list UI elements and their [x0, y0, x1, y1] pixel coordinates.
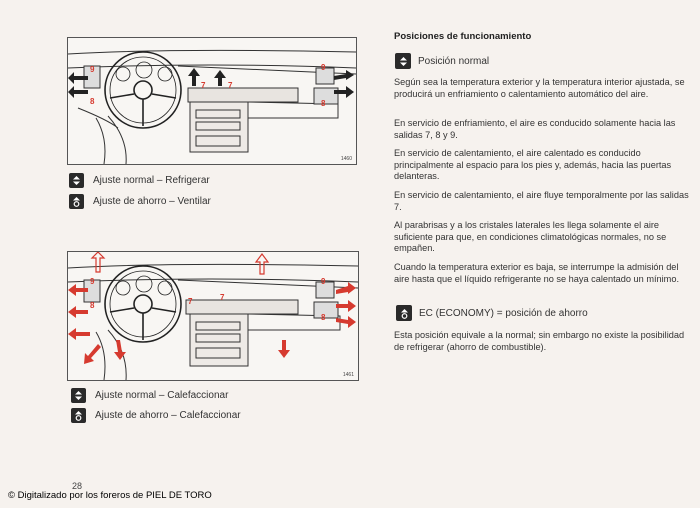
economy-mode-icon: [69, 194, 84, 209]
economy-paragraph: Esta posición equivale a la normal; sin embargo no existe la posibilidad de refrigerar (ahorro de combustible).: [394, 330, 685, 352]
outlet-label-7-b: 7: [220, 293, 225, 302]
outlet-label-8-right: 8: [321, 313, 326, 322]
outlet-label-7-b: 7: [228, 81, 233, 90]
dashboard-figure-heating: [67, 251, 359, 381]
legend-label: Ajuste normal – Refrigerar: [93, 175, 210, 186]
normal-mode-icon: [69, 173, 84, 188]
paragraph-6: Cuando la temperatura exterior es baja, se interrumpe la admisión del aire hasta que el líquido refrigerante no se haya calentado un mínimo.: [394, 262, 679, 284]
economy-mode-icon: [71, 408, 86, 423]
paragraph-5: Al parabrisas y a los cristales laterales les llega solamente el aire suficiente para que, en condiciones climatológicas normales, no se empañen.: [394, 220, 667, 254]
legend-label: Ajuste normal – Calefaccionar: [95, 390, 229, 401]
legend-item-normal-heating: [71, 388, 228, 403]
outlet-label-9-left: 9: [90, 65, 95, 74]
legend-item-normal-cooling: [69, 173, 210, 188]
normal-mode-icon: [71, 388, 86, 403]
legend-item-economy-heating: [71, 408, 241, 423]
paragraph-4: En servicio de calentamiento, el aire fluye temporalmente por las salidas 7.: [394, 190, 689, 212]
paragraph-2: En servicio de enfriamiento, el aire es conducido solamente hacia las salidas 7, 8 y 9.: [394, 118, 676, 140]
economy-mode-icon: [396, 305, 412, 321]
normal-position-label: Posición normal: [418, 55, 490, 67]
section-title: Posiciones de funcionamiento: [394, 31, 532, 42]
legend-item-economy-ventilate: [69, 194, 211, 209]
paragraph-1: Según sea la temperatura exterior y la temperatura interior ajustada, se producirá un enfriamiento o calentamiento automático del aire.: [394, 77, 685, 99]
outlet-label-9-right: 9: [321, 63, 326, 72]
outlet-label-8-right: 8: [321, 99, 326, 108]
outlet-label-8-left: 8: [90, 97, 95, 106]
dashboard-illustration-cooling: [68, 38, 356, 164]
economy-position-heading: [396, 305, 588, 321]
outlet-label-7-a: 7: [188, 297, 193, 306]
dashboard-illustration-heating: [68, 252, 358, 380]
figure-number: 1460: [340, 156, 352, 162]
page-number: 28: [72, 481, 83, 491]
dashboard-figure-cooling: [67, 37, 357, 165]
paragraph-3: En servicio de calentamiento, el aire calentado es conducido principalmente al espacio para los pies y, además, hacia las puertas delanteras.: [394, 148, 672, 182]
outlet-label-9-right: 9: [321, 277, 326, 286]
outlet-label-7-a: 7: [201, 81, 206, 90]
outlet-label-8-left: 8: [90, 301, 95, 310]
outlet-label-9-left: 9: [90, 277, 95, 286]
legend-label: Ajuste de ahorro – Calefaccionar: [95, 410, 241, 421]
economy-position-label: EC (ECONOMY) = posición de ahorro: [419, 307, 588, 319]
normal-position-heading: [395, 53, 489, 69]
legend-label: Ajuste de ahorro – Ventilar: [93, 196, 211, 207]
normal-mode-icon: [395, 53, 411, 69]
figure-number: 1461: [342, 372, 354, 378]
scan-credit: © Digitalizado por los foreros de PIEL DE TORO: [8, 490, 212, 501]
